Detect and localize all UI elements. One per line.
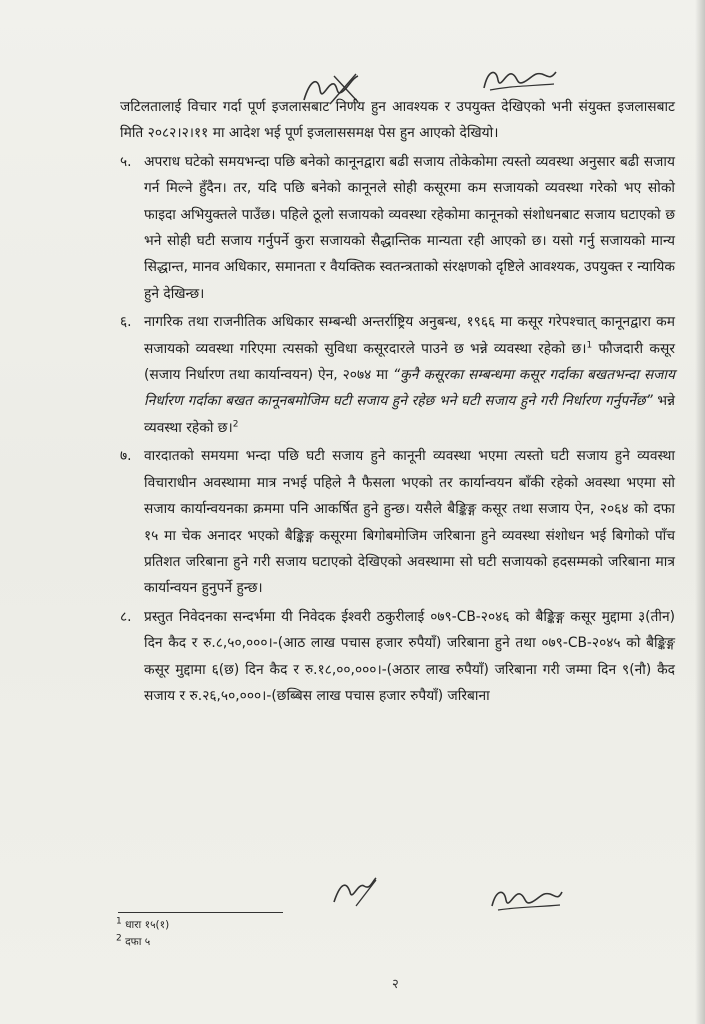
paragraph-7 xyxy=(120,443,675,601)
paragraph-continuation xyxy=(120,94,675,147)
signature-top-right xyxy=(480,62,560,96)
paragraph-number: ८. xyxy=(120,608,132,625)
footnote-ref[interactable]: 2 xyxy=(232,419,239,430)
signature-bottom-right xyxy=(488,882,566,916)
paragraph-8 xyxy=(120,604,675,710)
scan-shadow xyxy=(695,0,705,1024)
paragraph-number: ६. xyxy=(120,314,132,331)
footnote-text: दफा ५ xyxy=(125,936,151,948)
paragraph-6 xyxy=(120,309,675,441)
document-body xyxy=(120,94,675,711)
footnote-2 xyxy=(116,934,169,951)
footnote-1 xyxy=(116,917,169,934)
footnote-mark: 2 xyxy=(116,933,122,944)
footnotes xyxy=(116,917,169,951)
paragraph-number: ५. xyxy=(120,153,132,170)
paragraph-text: भन्ने व्यवस्था रहेको छ। xyxy=(144,393,675,436)
paragraph-text: फौजदारी कसूर (सजाय निर्धारण तथा कार्यान्वयन) ऐन, २०७४ मा xyxy=(144,340,675,384)
paragraph-text: वारदातको समयमा भन्दा पछि घटी सजाय हुने कानूनी व्यवस्था भएमा त्यस्तो घटी सजाय हुने व्यवस्था विचाराधीन अवस्थामा मात्र नभई पहिले नै फैसला भएको तर कार्यान्वयन बाँकी रहेको अवस्था भएमा सो सजाय कार्यान्वयनका क्रममा पनि आकर्षित हुने हुन्छ। यसैले बैङ्किङ्ग कसूर तथा सजाय ऐन, २०६४ को दफा १५ मा चेक अनादर भएको बैङ्किङ्ग कसूरमा बिगोबमोजिम जरिबाना हुने व्यवस्था संशोधन भई बिगोको पाँच प्रतिशत जरिबाना हुने गरी सजाय घटाएको देखिएको अवस्थामा सो घटी सजायको हदसम्मको जरिबाना मात्र कार्यान्वयन हुनुपर्ने हुन्छ। xyxy=(144,448,675,597)
signature-initial-bottom-left xyxy=(330,872,380,910)
paragraph-text: अपराध घटेको समयभन्दा पछि बनेको कानूनद्वारा बढी सजाय तोकेकोमा त्यस्तो व्यवस्था अनुसार बढी सजाय गर्न मिल्ने हुँदैन। तर, यदि पछि बनेको कानूनले सोही कसूरमा कम सजायको व्यवस्था गरेको भए सोको फाइदा अभियुक्तले पाउँछ। पहिले ठूलो सजायको व्यवस्था रहेकोमा कानूनको संशोधनबाट सजाय घटाएको छ भने सोही घटी सजाय गर्नुपर्ने कुरा सजायको सैद्धान्तिक मान्यता रही आएको छ। यसो गर्नु सजायको मान्य सिद्धान्त, मानव अधिकार, समानता र वैयक्तिक स्वतन्त्रताको संरक्षणको दृष्टिले आवश्यक, उपयुक्त र न्यायिक हुने देखिन्छ। xyxy=(144,153,675,302)
footnote-divider xyxy=(118,912,283,913)
paragraph-text: प्रस्तुत निवेदनका सन्दर्भमा यी निवेदक ईश्वरी ठकुरीलाई ०७९-CB-२०४६ को बैङ्किङ्ग कसूर मुद्दामा ३(तीन) दिन कैद र रु.८,५०,०००।-(आठ लाख पचास हजार रुपैयाँ) जरिबाना हुने तथा ०७९-CB-२०४५ को बैङ्किङ्ग कसूर मुद्दामा ६(छ) दिन कैद र रु.१८,००,०००।-(अठार लाख रुपैयाँ) जरिबाना गरी जम्मा दिन ९(नौ) कैद सजाय र रु.२६,५०,०००।-(छब्बिस लाख पचास हजार रुपैयाँ) जरिबाना xyxy=(144,608,675,704)
footnote-mark: 1 xyxy=(116,916,122,927)
paragraph-text: जटिलतालाई विचार गर्दा पूर्ण इजलासबाट निर्णय हुन आवश्यक र उपयुक्त देखिएको भनी संयुक्त इजलासबाट मिति २०८२।२।११ मा आदेश भई पूर्ण इजलाससमक्ष पेस हुन आएको देखियो। xyxy=(120,99,675,142)
quoted-provision: “कुनै कसूरका सम्बन्धमा कसूर गर्दाका बखतभन्दा सजाय निर्धारण गर्दाका बखत कानूनबमोजिम घटी सजाय हुने रहेछ भने घटी सजाय हुने गरी निर्धारण गर्नुपर्नेछ” xyxy=(144,367,675,410)
paragraph-5 xyxy=(120,149,675,307)
paragraph-number: ७. xyxy=(120,448,132,465)
footnote-ref[interactable]: 1 xyxy=(586,340,593,351)
page-number: २ xyxy=(392,977,399,992)
paragraph-text: नागरिक तथा राजनीतिक अधिकार सम्बन्धी अन्तर्राष्ट्रिय अनुबन्ध, १९६६ मा कसूर गरेपश्चात् कानूनद्वारा कम सजायको व्यवस्था गरिएमा त्यसको सुविधा कसूरदारले पाउने छ भन्ने व्यवस्था रहेको छ। xyxy=(144,314,675,357)
footnote-text: धारा १५(१) xyxy=(125,919,170,931)
